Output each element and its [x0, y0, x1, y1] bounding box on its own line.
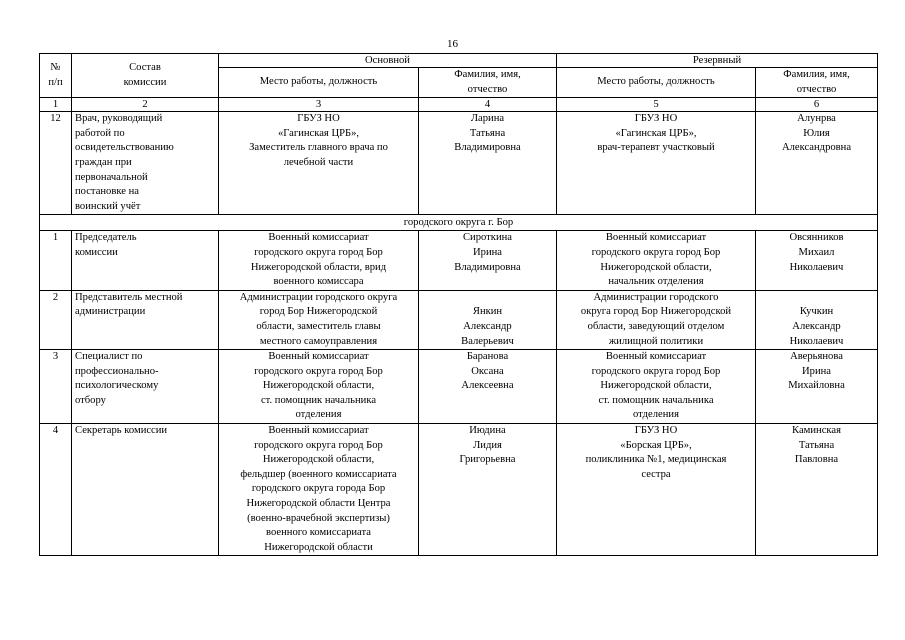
- page-number: 16: [447, 38, 458, 50]
- reserve-workplace: ГБУЗ НО «Гагинская ЦРБ», врач-терапевт участковый: [557, 112, 756, 215]
- table-row: [40, 112, 878, 215]
- member-role: Секретарь комиссии: [72, 424, 219, 556]
- main-workplace: Военный комиссариат городского округа город Бор Нижегородской области, ст. помощник начальника отделения: [219, 350, 419, 424]
- table-row: [40, 290, 878, 349]
- row-number: 1: [40, 231, 72, 290]
- main-fullname: Сироткина Ирина Владимировна: [419, 231, 557, 290]
- member-role: Представитель местной администрации: [72, 290, 219, 349]
- district-title: городского округа г. Бор: [40, 215, 878, 231]
- table-row: [40, 424, 878, 556]
- column-number: 4: [419, 98, 557, 112]
- column-number: 6: [756, 98, 878, 112]
- reserve-workplace: Военный комиссариат городского округа город Бор Нижегородской области, начальник отделения: [557, 231, 756, 290]
- column-number: 2: [72, 98, 219, 112]
- header-main-workplace: Место работы, должность: [219, 68, 419, 98]
- reserve-fullname: Овсянников Михаил Николаевич: [756, 231, 878, 290]
- table-row: [40, 350, 878, 424]
- row-number: 4: [40, 424, 72, 556]
- column-number: 1: [40, 98, 72, 112]
- main-workplace: Администрации городского округа город Бор Нижегородской области, заместитель главы местного самоуправления: [219, 290, 419, 349]
- header-reserve-workplace: Место работы, должность: [557, 68, 756, 98]
- main-fullname: Янкин Александр Валерьевич: [419, 290, 557, 349]
- district-header-row: [40, 215, 878, 231]
- column-number-row: [40, 98, 878, 112]
- reserve-fullname: Кучкин Александр Николаевич: [756, 290, 878, 349]
- row-number: 3: [40, 350, 72, 424]
- column-number: 5: [557, 98, 756, 112]
- reserve-workplace: Администрации городского округа город Бор Нижегородской области, заведующий отделом жилищной политики: [557, 290, 756, 349]
- reserve-fullname: Алунрва Юлия Александровна: [756, 112, 878, 215]
- member-role: Специалист по профессионально- психологическому отбору: [72, 350, 219, 424]
- row-number: 12: [40, 112, 72, 215]
- header-main-group: Основной: [219, 54, 557, 68]
- header-main-fullname: Фамилия, имя, отчество: [419, 68, 557, 98]
- member-role: Председатель комиссии: [72, 231, 219, 290]
- row-number: 2: [40, 290, 72, 349]
- main-workplace: ГБУЗ НО «Гагинская ЦРБ», Заместитель главного врача по лечебной части: [219, 112, 419, 215]
- header-reserve-group: Резервный: [557, 54, 878, 68]
- header-row-1: [40, 54, 878, 68]
- header-composition: Состав комиссии: [72, 54, 219, 98]
- reserve-fullname: Каминская Татьяна Павловна: [756, 424, 878, 556]
- main-workplace: Военный комиссариат городского округа город Бор Нижегородской области, врид военного комиссара: [219, 231, 419, 290]
- main-workplace: Военный комиссариат городского округа город Бор Нижегородской области, фельдшер (военного комиссариата городского округа города Бор Нижегородской области Центра (военно-врачебной экспертизы) военного комиссариата Нижегородской области: [219, 424, 419, 556]
- commission-table: [39, 53, 878, 556]
- reserve-fullname: Аверьянова Ирина Михайловна: [756, 350, 878, 424]
- main-fullname: Июдина Лидия Григорьевна: [419, 424, 557, 556]
- main-fullname: Ларина Татьяна Владимировна: [419, 112, 557, 215]
- header-reserve-fullname: Фамилия, имя, отчество: [756, 68, 878, 98]
- main-fullname: Баранова Оксана Алексеевна: [419, 350, 557, 424]
- table-body: [40, 98, 878, 556]
- reserve-workplace: ГБУЗ НО «Борская ЦРБ», поликлиника №1, медицинская сестра: [557, 424, 756, 556]
- reserve-workplace: Военный комиссариат городского округа город Бор Нижегородской области, ст. помощник начальника отделения: [557, 350, 756, 424]
- table-row: [40, 231, 878, 290]
- header-no: № п/п: [40, 54, 72, 98]
- member-role: Врач, руководящий работой по освидетельствованию граждан при первоначальной постановке на воинский учёт: [72, 112, 219, 215]
- column-number: 3: [219, 98, 419, 112]
